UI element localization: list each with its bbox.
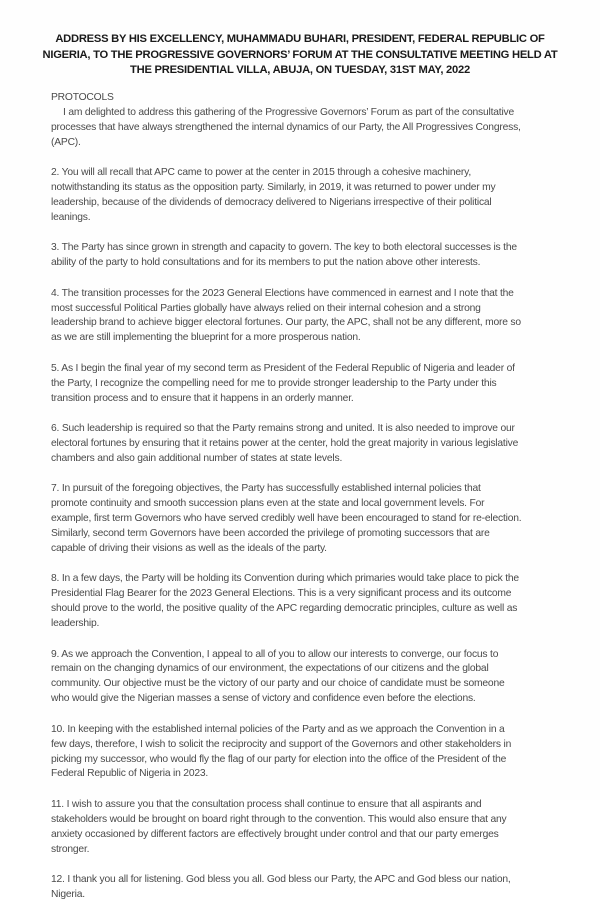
paragraph-1 [51,106,561,151]
paragraph-5 [51,362,561,407]
paragraph-line: leadership brand to achieve bigger electoral fortunes. Our party, the APC, shall not be any different, more so [51,317,521,329]
paragraph-line: 11. I wish to assure you that the consultation process shall continue to ensure that all aspirants and [51,798,482,810]
paragraph-line: Nigeria. [51,888,85,900]
paragraph-line: stakeholders would be brought on board right through to the convention. This would also ensure that any [51,813,507,825]
paragraph-line: (APC). [51,136,81,148]
paragraph-line: processes that have always strengthened the internal dynamics of our Party, the All Progressives Congress, [51,121,521,133]
paragraph-3 [51,241,561,271]
document-title [40,32,560,79]
paragraph-line: as we are still implementing the blueprint for a more prosperous nation. [51,332,361,344]
paragraph-line: 12. I thank you all for listening. God bless you all. God bless our Party, the APC and God bless our nation, [51,874,511,886]
paragraph-10 [51,723,561,783]
paragraph-line: electoral fortunes by ensuring that it retains power at the center, hold the great majority in various legislative [51,438,519,449]
document-body [51,91,561,918]
paragraph-6 [51,422,561,467]
paragraph-line: 8. In a few days, the Party will be holding its Convention during which primaries would take place to pick the [51,573,519,585]
protocols-label: PROTOCOLS [51,92,114,103]
paragraph-line: Federal Republic of Nigeria in 2023. [51,768,209,780]
paragraph-line: 2. You will all recall that APC came to power at the center in 2015 through a cohesive machinery, [51,167,471,179]
paragraph-line: picking my successor, who would fly the flag of our party for election into the office of the President of the [51,753,507,765]
paragraph-line: chambers and also gain additional number of states at state levels. [51,452,343,464]
paragraph-line: ability of the party to hold consultations and for its members to put the nation above other interests. [51,257,481,269]
paragraph-line: 5. As I begin the final year of my second term as President of the Federal Republic of Nigeria and leader of [51,362,515,374]
paragraph-8 [51,572,561,632]
paragraph-line: few days, therefore, I wish to solicit the reciprocity and support of the Governors and other stakeholders in [51,738,512,750]
paragraph-line: 3. The Party has since grown in strength and capacity to govern. The key to both electoral successes is the [51,242,517,254]
paragraph-line: should prove to the world, the positive quality of the APC regarding democratic principles, culture as well as [51,603,518,615]
paragraph-line: transition process and to ensure that it happens in an orderly manner. [51,392,354,404]
title-line: ADDRESS BY HIS EXCELLENCY, MUHAMMADU BUHARI, PRESIDENT, FEDERAL REPUBLIC OF [55,33,545,45]
paragraph-line: promote continuity and smooth succession plans even at the state and local government levels. For [51,498,485,510]
paragraph-line: remain on the changing dynamics of our environment, the expectations of our citizens and the global [51,663,489,675]
paragraph-12 [51,873,561,903]
paragraph-line: example, first term Governors who have served credibly well have been encouraged to stand for re-election. [51,513,522,525]
paragraph-line: Presidential Flag Bearer for the 2023 General Elections. This is a very significant process and its outcome [51,588,512,600]
paragraph-line: leanings. [51,211,91,223]
paragraph-11 [51,798,561,858]
paragraph-line: the Party, I recognize the compelling need for me to provide stronger leadership to the Party under this [51,377,497,389]
paragraph-line: capable of driving their visions as well as the ideals of the party. [51,542,327,554]
paragraph-line: 9. As we approach the Convention, I appeal to all of you to allow our interests to converge, our focus to [51,648,499,660]
paragraph-line: anxiety occasioned by different factors are effectively brought under control and that our party emerges [51,828,499,840]
paragraph-line: stronger. [51,843,90,855]
paragraph-line: 6. Such leadership is required so that the Party remains strong and united. It is also needed to improve our [51,423,515,435]
title-line: NIGERIA, TO THE PROGRESSIVE GOVERNORS’ FORUM AT THE CONSULTATIVE MEETING HELD AT [42,48,558,61]
paragraph-line: most successful Political Parties globally have always relied on their internal cohesion and a strong [51,302,481,314]
paragraph-line: who would give the Nigerian masses a sense of victory and confidence even before the elections. [51,693,476,705]
paragraph-line: leadership, because of the dividends of democracy delivered to Nigerians irrespective of their political [51,196,492,208]
paragraph-2 [51,166,561,226]
paragraph-line: 10. In keeping with the established internal policies of the Party and as we approach the Convention in a [51,723,505,735]
paragraph-line: leadership. [51,618,100,630]
paragraph-7 [51,482,561,556]
paragraph-line: Similarly, second term Governors have been accorded the privilege of promoting successors that are [51,528,490,540]
paragraph-4 [51,287,561,347]
paragraph-9 [51,648,561,708]
paragraph-line: I am delighted to address this gathering of the Progressive Governors’ Forum as part of the consultative [63,106,515,118]
paragraph-line: 4. The transition processes for the 2023 General Elections have commenced in earnest and I note that the [51,287,514,299]
paragraph-line: 7. In pursuit of the foregoing objectives, the Party has successfully established internal policies that [51,483,481,495]
paragraph-line: notwithstanding its status as the opposition party. Similarly, in 2019, it was returned to power under my [51,182,496,194]
paragraph-line: community. Our objective must be the victory of our party and our choice of candidate must be someone [51,678,505,690]
title-line: THE PRESIDENTIAL VILLA, ABUJA, ON TUESDAY, 31ST MAY, 2022 [130,64,470,76]
